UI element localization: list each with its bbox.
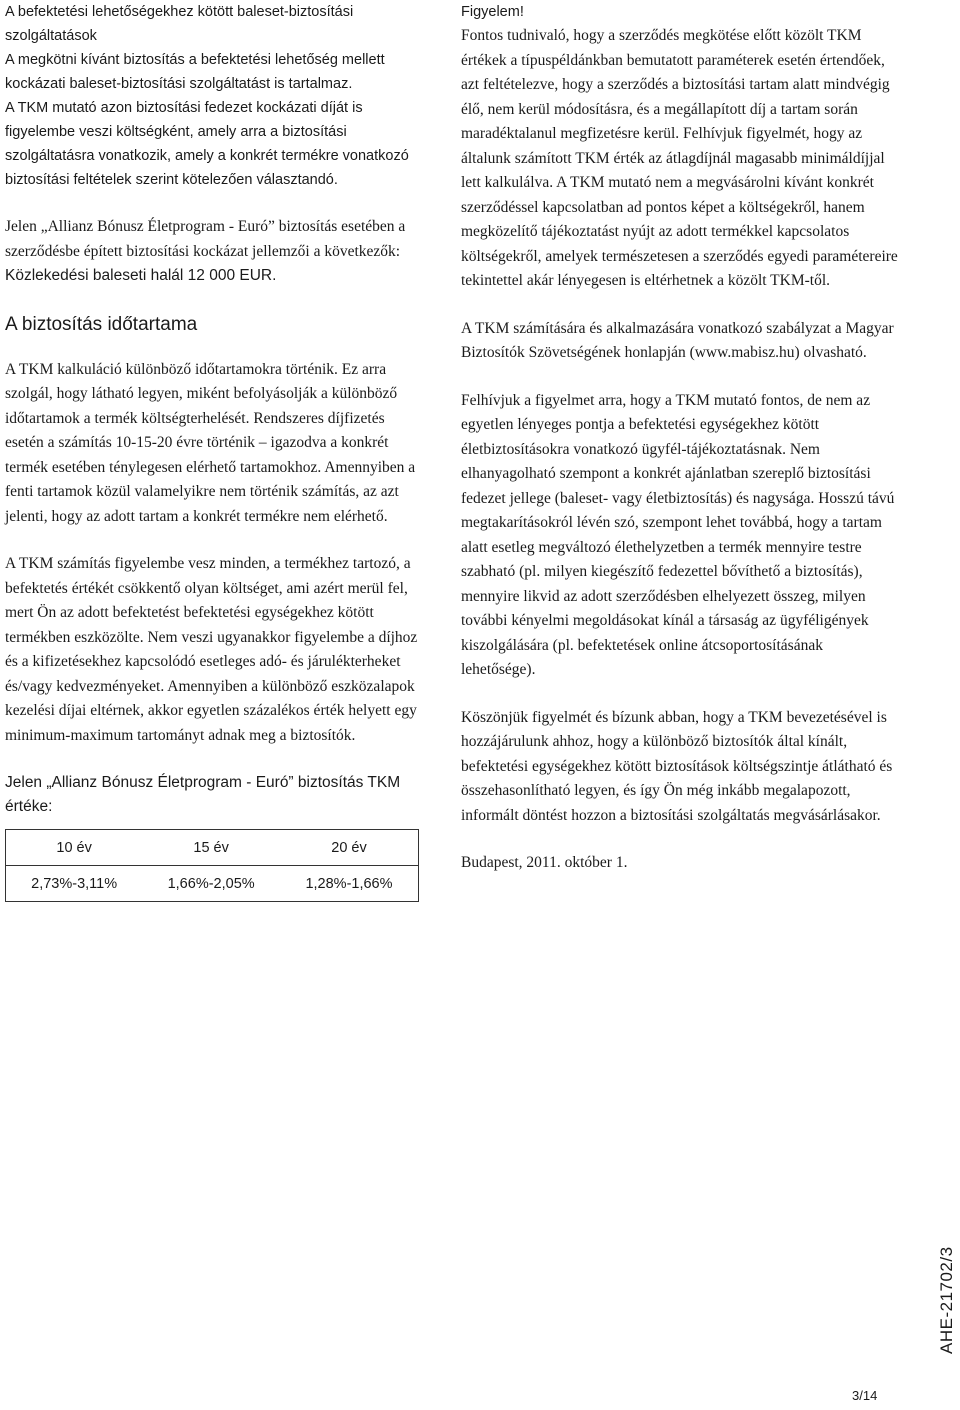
section-intro: A megkötni kívánt biztosítás a befektetési lehetőség mellett kockázati baleset-biztosítási szolgáltatást is tartalmaz. — [5, 52, 385, 92]
page-number: 3/14 — [852, 1388, 878, 1403]
koszonjuk-paragraph: Köszönjük figyelmét és bízunk abban, hogy a TKM bevezetésével is hozzájárulunk ahhoz, hogy a különböző biztosítók által kínált, befektetési egységekhez kötött biztosítások költségszintje átlátható és összehasonlítható legyen, és így Ön még inkább megalapozott, informált döntést hozzon a biztosítási szolgáltatás megvásárlásakor. — [461, 708, 893, 824]
duration-paragraph-1: A TKM kalkuláció különböző időtartamokra történik. Ez arra szolgál, hogy látható legyen, miként befolyásolják a különböző időtartamok a termék költségterhelését. Rendszeres díjfizetés esetén a számítás 10-15-20 évre történik – igazodva a konkrét termék esetében ténylegesen elérhető tartamokhoz. Amennyiben a fenti tartamok közül valamelyikre nem történik számítás, az azt jelenti, hogy az adott tartam a konkrét termékre nem elérhető. — [5, 360, 416, 525]
tkm-table-value-row — [6, 866, 419, 902]
jelen-paragraph — [5, 215, 423, 289]
mabisz-paragraph: A TKM számítására és alkalmazására vonatkozó szabályzat a Magyar Biztosítók Szövetségének honlapján (www.mabisz.hu) olvasható. — [461, 319, 894, 361]
section-heading-baleset: A befektetési lehetőségekhez kötött baleset-biztosítási szolgáltatások — [5, 4, 354, 44]
tkm-value-heading: Jelen „Allianz Bónusz Életprogram - Euró” biztosítás TKM értéke: — [5, 774, 401, 815]
document-id: AHE-21702/3 — [937, 1246, 956, 1354]
felhivjuk-paragraph: Felhívjuk a figyelmet arra, hogy a TKM mutató fontos, de nem az egyetlen lényeges pontja a befektetési egységekhez kötött életbiztosításokra vonatkozó ügyfél-tájékoztatásnak. Nem elhanyagolható szempont a konkrét ajánlatban szereplő biztosítási fedezet jellege (baleset- vagy életbiztosítás) és nagysága. Hosszú távú megtakarításokról lévén szó, szempont lehet továbbá, hogy a tartam alatt esetleg megváltozó élethelyzetben a termék mennyire testre szabható (pl. milyen kiegészítő fedezettel bővíthető a biztosítás), mennyire likvid az adott szerződésben elhelyezett összeg, milyen további kényelmi megoldásokat kínál a társaság az ügyféligények kiszolgálására (pl. befektetések online átcsoportosításának lehetősége). — [461, 391, 895, 678]
date-line: Budapest, 2011. október 1. — [461, 854, 628, 871]
tkm-value-20: 1,28%-1,66% — [305, 875, 393, 892]
attention-title: Figyelem! — [461, 4, 524, 20]
section-body: A TKM mutató azon biztosítási fedezet kockázati díját is figyelembe veszi költségként, amely arra a biztosítási szolgáltatásra vonatkozik, amely a konkrét termékre vonatkozó biztosítási feltételek szerint kötelezően választandó. — [5, 100, 409, 188]
tkm-header-15: 15 év — [142, 830, 280, 866]
attention-body: Fontos tudnivaló, hogy a szerződés megkötése előtt közölt TKM értékek a típuspéldánkban bemutatott paraméterek esetén értendőek, azt feltételezve, hogy a szerződés a biztosítási tartam alatt mindvégig élő, nem kerül módosításra, és a megállapított díj a tartam során maradéktalanul megfizetésre kerül. Felhívjuk figyelmét, hogy az általunk számított TKM érték az átlagdíjnál magasabb minimáldíjjal lett kalkulálva. A TKM mutató nem a megvásárolni kívánt konkrét szerződéssel kapcsolatban ad pontos képet a költségekről, hanem megközelítő tájékoztatást nyújt az adott termékkel kapcsolatos költségekről, amelyek természetesen a szerződés egyedi paramétereire tekintettel akár lényegesen is eltérhetnek a közölt TKM-től. — [461, 27, 898, 289]
tkm-value-10: 2,73%-3,11% — [31, 875, 118, 892]
jelen-text: Jelen „Allianz Bónusz Életprogram - Euró” biztosítás esetében a szerződésbe épített biztosítási kockázat jellemzői a következők: — [5, 218, 406, 260]
attention-box — [461, 0, 901, 294]
section-baleset — [5, 0, 423, 192]
tkm-header-20: 20 év — [280, 830, 419, 866]
duration-heading: A biztosítás időtartama — [5, 313, 198, 335]
duration-paragraph-2: A TKM számítás figyelembe vesz minden, a termékhez tartozó, a befektetés értékét csökkentő olyan költséget, ami azért merül fel, mert Ön az adott befektetést befektetési egységekhez kötött termékben eszközölte. Nem veszi ugyanakkor figyelembe a díjhoz és a kifizetésekhez kapcsolódó esetleges adó- és járulékterheket és/vagy kedvezményeket. Amennyiben a különböző eszközalapok kezelési díjai eltérnek, akkor egyetlen százalékos érték helyett egy minimum-maximum tartományt adnak meg a biztosítók. — [5, 555, 418, 744]
tkm-table — [5, 829, 419, 902]
left-column — [5, 0, 423, 902]
tkm-header-10: 10 év — [6, 830, 143, 866]
coverage-highlight: Közlekedési baleseti halál 12 000 EUR. — [5, 267, 277, 284]
tkm-value-15: 1,66%-2,05% — [167, 875, 255, 892]
tkm-table-header-row — [6, 830, 419, 866]
right-column — [461, 0, 901, 876]
